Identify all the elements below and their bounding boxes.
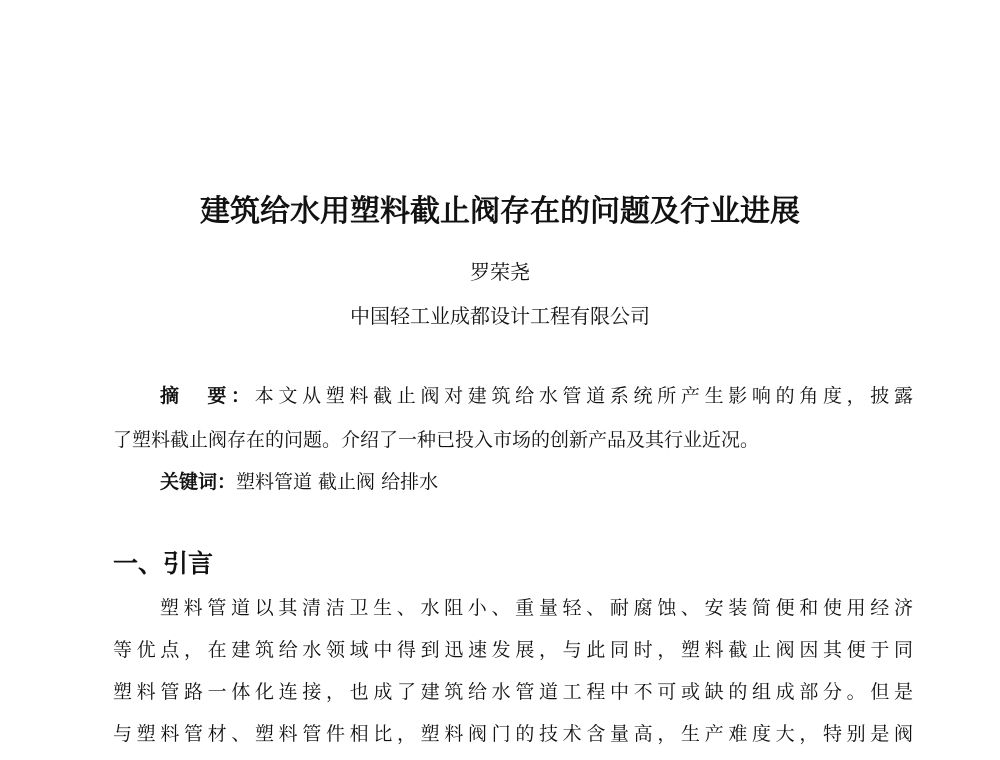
abstract-line-1 <box>160 382 913 410</box>
keywords-line <box>160 468 913 496</box>
section-heading-introduction: 一、引言 <box>113 549 214 578</box>
body-line-3: 塑料管路一体化连接，也成了建筑给水管道工程中不可或缺的组成部分。但是 <box>113 681 913 703</box>
abstract-text-1: 本文从塑料截止阀对建筑给水管道系统所产生影响的角度，披露 <box>254 385 913 407</box>
keywords-text: 塑料管道 截止阀 给排水 <box>236 471 439 493</box>
author-affiliation: 中国轻工业成都设计工程有限公司 <box>350 304 650 328</box>
body-line-4: 与塑料管材、塑料管件相比，塑料阀门的技术含量高，生产难度大，特别是阀 <box>113 723 913 745</box>
keywords-label: 关键词： <box>160 471 237 493</box>
author-name: 罗荣尧 <box>470 260 530 284</box>
body-line-1: 塑料管道以其清洁卫生、水阻小、重量轻、耐腐蚀、安装简便和使用经济 <box>160 597 913 619</box>
body-line-2: 等优点，在建筑给水领域中得到迅速发展，与此同时，塑料截止阀因其便于同 <box>113 639 913 661</box>
abstract-line-2 <box>113 426 913 454</box>
abstract-label: 摘 要： <box>160 385 255 407</box>
paper-title: 建筑给水用塑料截止阀存在的问题及行业进展 <box>200 194 800 229</box>
abstract-text-2: 了塑料截止阀存在的问题。介绍了一种已投入市场的创新产品及其行业近况。 <box>113 429 760 451</box>
